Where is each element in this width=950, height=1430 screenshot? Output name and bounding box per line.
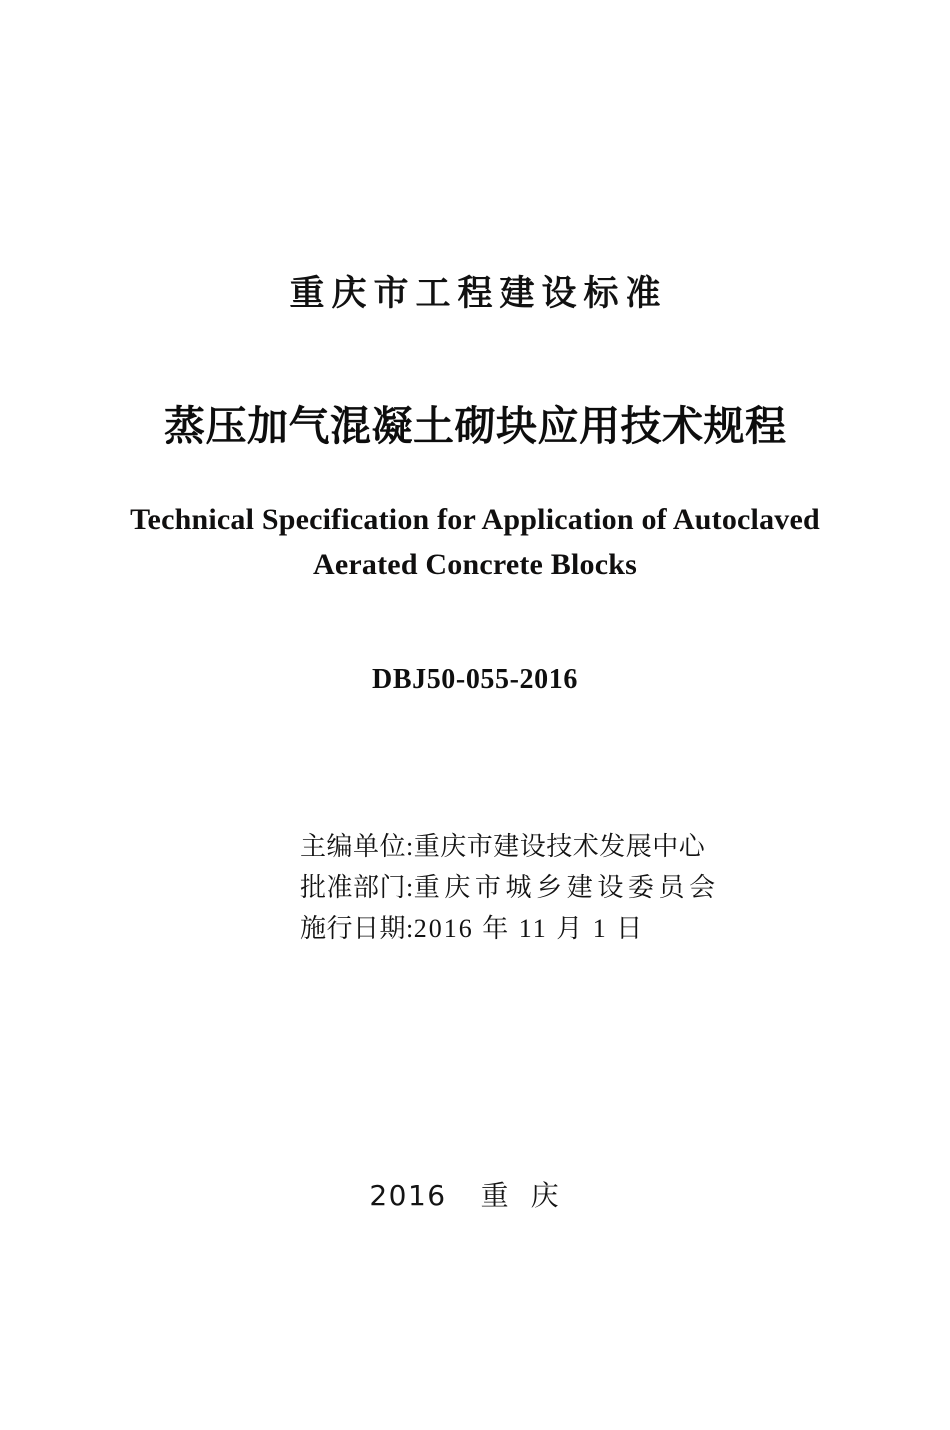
approval-department-value: 重庆市城乡建设委员会 — [413, 873, 720, 902]
approval-department-row — [300, 867, 720, 908]
chief-editor-label: 主编单位: — [300, 832, 414, 861]
page-title-english-line-1: Technical Specification for Application of Autoclaved — [130, 503, 820, 536]
footer-year: 2016 — [369, 1179, 447, 1212]
effective-date-value: 2016 年 11 月 1 日 — [413, 914, 645, 943]
effective-date-label: 施行日期: — [300, 914, 414, 943]
approval-department-label: 批准部门: — [300, 873, 414, 902]
standard-code: DBJ50-055-2016 — [372, 664, 578, 695]
effective-date-row — [300, 908, 720, 949]
page-title-english-line-2: Aerated Concrete Blocks — [313, 548, 637, 581]
chief-editor-row — [300, 826, 720, 867]
series-header: 重庆市工程建设标准 — [289, 274, 668, 314]
page-title-english — [0, 497, 950, 587]
chief-editor-value: 重庆市建设技术发展中心 — [413, 832, 706, 861]
footer-city: 重庆 — [480, 1179, 581, 1212]
page-title: 蒸压加气混凝土砌块应用技术规程 — [164, 402, 787, 450]
issuer-info-block — [300, 826, 720, 949]
footer-imprint — [0, 1177, 950, 1215]
